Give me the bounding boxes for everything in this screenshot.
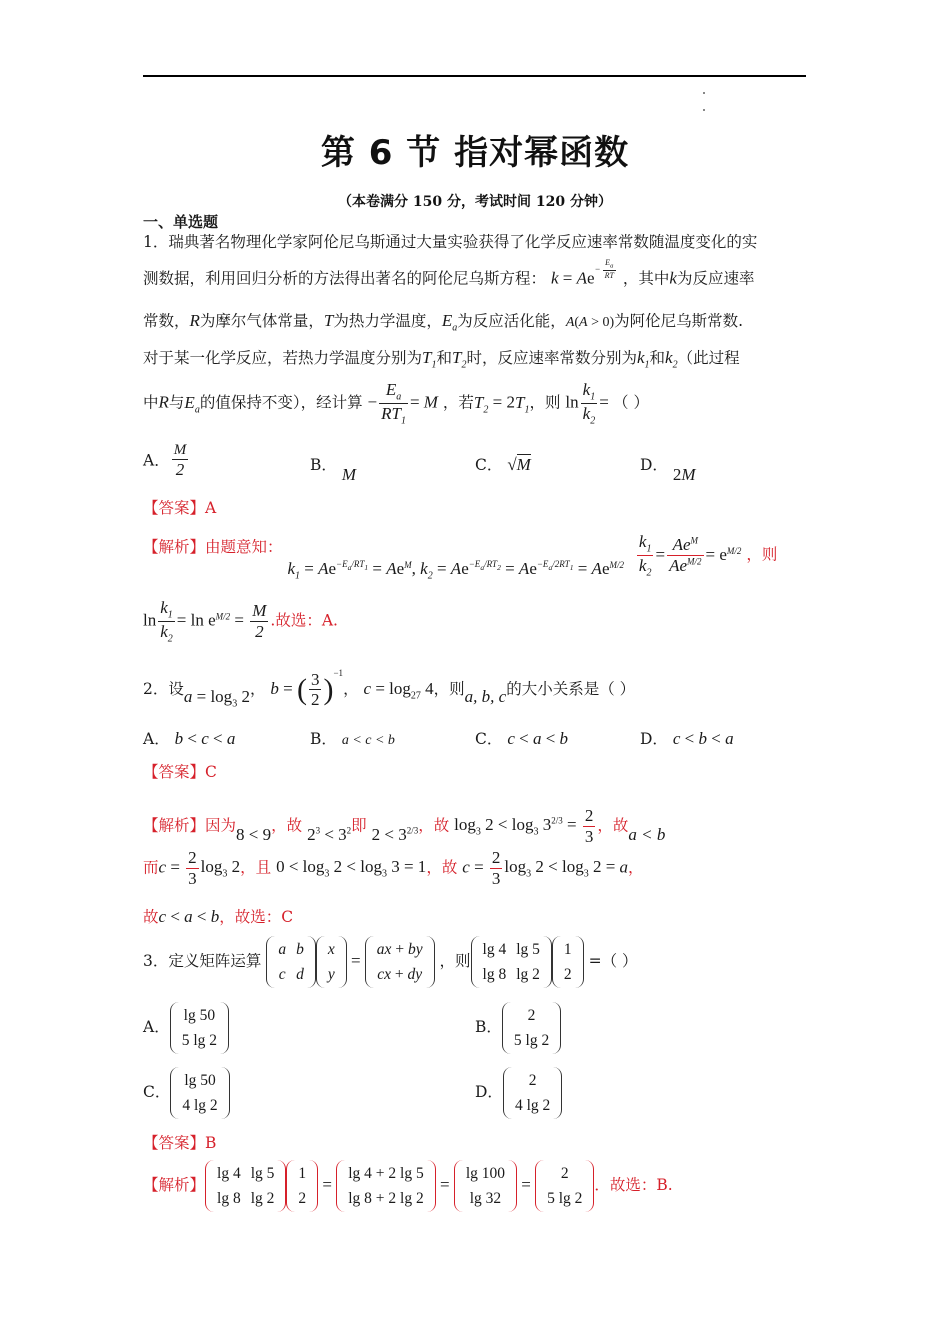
q2-analysis-1: 【解析】因为8 < 9，故 $2^3 < 3^2$即 $2 < 3^{2/3}$，故 $\log_3 2 < \log_3 3^{2/3}$ = $\frac{2}{3}$ ，故a < b	[143, 806, 666, 846]
q3-choose: ．故选：B.	[594, 1176, 673, 1194]
q1-line-2: 测数据，利用回归分析的方法得出著名的阿伦尼乌斯方程： $k = Ae^{- \frac{E_a}{RT}}$ ，其中k为反应速率	[143, 258, 755, 288]
q1-analysis-2: ln $\frac{k_1}{k_2}$ = $\ln e^{M/2}$ = $\frac{M}{2}$ .故选：A.	[143, 598, 338, 645]
q1-text: ，其中	[622, 269, 670, 288]
q1-text: 为反应活化能，	[457, 312, 566, 330]
q2-stem: 2．设$a = \log_3 2$， b = ( $\frac{3}{2}$ )$^{-1}$， $c = \log_{27} 4$，则a, b, c的大小关系是（ ）	[143, 668, 636, 710]
analysis-label: 【解析】由题意知：	[143, 537, 283, 556]
q1-text: ，则	[746, 545, 778, 564]
matrix: a b c d	[266, 936, 316, 988]
q1-line-4: 对于某一化学反应，若热力学温度分别为$T_1$和$T_2$时，反应速率常数分别为$k_1$和$k_2$（此过程	[143, 348, 740, 371]
q1-text: 中	[143, 393, 159, 412]
q2-analysis-2: 而c = $\frac{2}{3}$ $\log_3 2$，且 $0 < \log_3 2 < \log_3 3 = 1$，故 c = $\frac{2}{3}$ $\log_3 2 < \log_3 2 = a$，	[143, 848, 644, 888]
q1-choose: .故选：A.	[270, 611, 338, 630]
q1-line-1: 1．瑞典著名物理化学家阿伦尼乌斯通过大量实验获得了化学反应速率常数随温度变化的实	[143, 233, 758, 251]
q1-text: 为反应速率	[676, 269, 755, 288]
analysis-label: 【解析】	[143, 1176, 206, 1194]
q1-option-c: C． √M	[475, 455, 531, 474]
q1-text: 为热力学温度，	[333, 312, 442, 330]
q1-text: 对于某一化学反应，若热力学温度分别为	[143, 349, 423, 367]
q2-analysis-text: ，故	[426, 858, 458, 877]
q1-text: ，则	[529, 393, 561, 412]
q2-analysis-text: ，故选：C	[219, 908, 294, 926]
q3-answer: 【答案】B	[143, 1134, 217, 1152]
q1-analysis: 【解析】由题意知： $k_1 = Ae^{-E_a/RT_1} = Ae^M$, $k_2 = Ae^{-E_a/RT_2} = Ae^{-E_a/2RT_1} = Ae^{M/2}$ $\frac{k_1}{k_2}$ = $\frac{Ae^M}{Ae^{M/2}}$ = $e^{M/2}$ ，则	[143, 532, 778, 582]
q3-text: 3．定义矩阵运算	[143, 952, 262, 970]
q2-text: 2．设	[143, 680, 184, 698]
q2-option-a: A． b < c < a	[143, 729, 236, 748]
q3-analysis: 【解析】 lg 4 lg 5 lg 8 lg 2 1 2 = lg 4 + 2 lg 5 lg 8 + 2 lg 2 = lg 100 lg 32 = 2 5 lg 2 ．故选：B.	[143, 1160, 673, 1212]
q1-text: 和	[436, 349, 452, 367]
q2-analysis-text: 即	[351, 816, 367, 835]
q3-text: =（ ）	[588, 952, 638, 970]
q1-text: 时，反应速率常数分别为	[466, 349, 637, 367]
q1-text: ，若	[442, 393, 474, 412]
q3-option-b: B． 2 5 lg 2	[475, 1002, 561, 1054]
q1-text: 与	[168, 393, 185, 412]
q2-analysis-3: 故c < a < b，故选：C	[143, 907, 294, 926]
q3-option-c: C． lg 50 4 lg 2	[143, 1067, 230, 1119]
q1-text: 常数，	[143, 312, 190, 330]
q1-text: 为阿伦尼乌斯常数.	[614, 312, 744, 330]
q2-option-b: B． a < c < b	[310, 730, 395, 748]
section-heading: 一、单选题	[143, 213, 219, 231]
q1-text: 和	[649, 349, 666, 367]
q2-analysis-text: ，	[628, 858, 644, 877]
q2-answer: 【答案】C	[143, 763, 217, 781]
q2-analysis-text: 【解析】因为	[143, 816, 237, 835]
q1-text: 为摩尔气体常量，	[199, 312, 324, 330]
q2-option-d: D． c < b < a	[640, 729, 734, 748]
q2-option-c: C． c < a < b	[475, 729, 569, 748]
header-rule	[143, 75, 806, 77]
q1-option-b: B． M	[310, 456, 356, 484]
q1-text: 的值保持不变），经计算	[199, 393, 363, 412]
q2-analysis-text: ，故	[271, 816, 303, 835]
page-subtitle: （本卷满分 150 分，考试时间 120 分钟）	[338, 194, 612, 210]
decor-dot	[703, 109, 705, 111]
q1-line-3: 常数，R为摩尔气体常量，T为热力学温度，$E_a$为反应活化能，A(A > 0)为阿伦尼乌斯常数.	[143, 311, 744, 334]
q3-option-d: D． 2 4 lg 2	[475, 1067, 562, 1119]
q2-analysis-text: ，故	[597, 816, 629, 835]
q2-analysis-text: 故	[143, 908, 159, 926]
q2-text: ，	[249, 680, 266, 698]
q2-analysis-text: ，且	[240, 858, 272, 877]
q1-option-d: D． 2M	[640, 456, 696, 484]
q3-option-a: A． lg 50 5 lg 2	[143, 1002, 229, 1054]
q2-analysis-text: ，故	[418, 816, 450, 835]
q1-line-5: 中R与$E_a$的值保持不变），经计算 − $\frac{E_a}{RT_1}$ = M ，若$T_2 = 2T_1$，则 ln $\frac{k_1}{k_2}$ = （ ）	[143, 380, 649, 427]
decor-dot	[703, 92, 705, 94]
arrhenius-formula: k	[550, 268, 559, 288]
q2-text: ，	[343, 680, 359, 698]
matrix: 1 2	[552, 936, 584, 988]
matrix: x y	[316, 936, 347, 988]
q3-text: ，则	[439, 952, 471, 970]
q1-text: （此过程	[677, 349, 740, 367]
q2-analysis-text: 而	[143, 858, 159, 877]
q1-option-a: A． $\frac{M}{2}$	[143, 442, 187, 480]
q3-stem: 3．定义矩阵运算 a b c d x y = ax + by cx + dy ，则 lg 4 lg 5 lg 8 lg 2 1 2 =（ ）	[143, 936, 638, 988]
q1-answer: 【答案】A	[143, 499, 217, 517]
q1-text: 测数据，利用回归分析的方法得出著名的阿伦尼乌斯方程：	[143, 269, 547, 288]
matrix: lg 4 lg 5 lg 8 lg 2	[471, 936, 552, 988]
q1-text: （ ）	[613, 393, 649, 412]
matrix: ax + by cx + dy	[365, 936, 435, 988]
q2-text: ，则	[433, 680, 465, 698]
page-title: 第 6 节 指对幂函数	[320, 133, 630, 173]
q2-text: 的大小关系是（ ）	[506, 680, 636, 698]
